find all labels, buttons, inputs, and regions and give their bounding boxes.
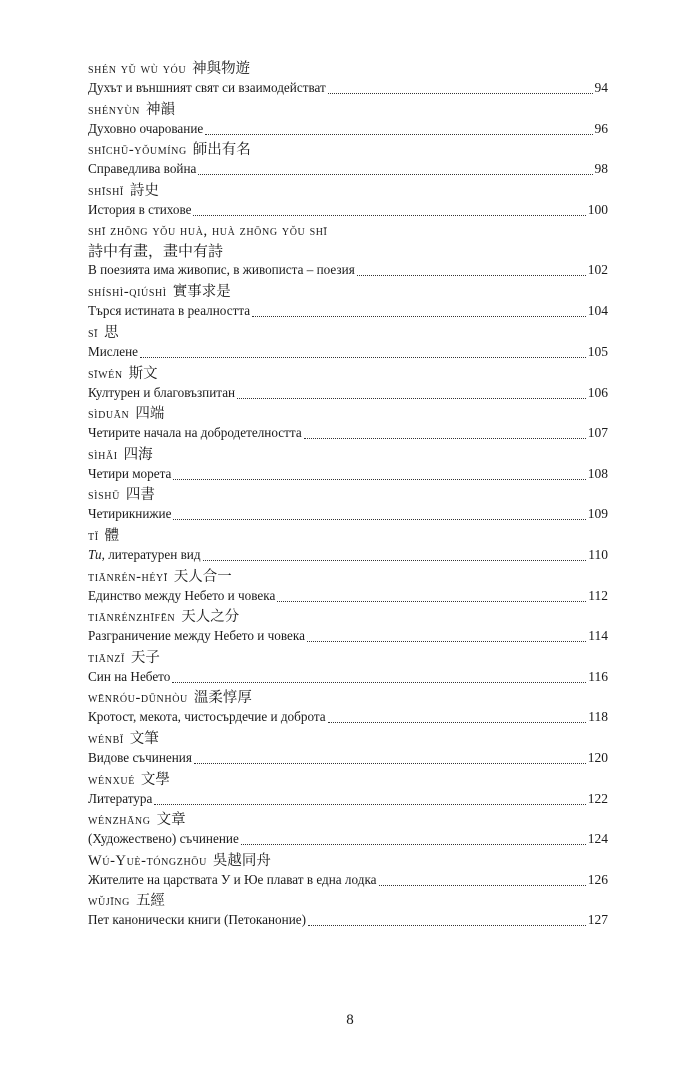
pinyin: shíshì-qiúshì [88,284,167,301]
toc-entry [88,60,608,101]
term-line [88,689,608,708]
dot-leader [379,885,586,886]
title-line [88,302,608,320]
entry-title: Кротост, мекота, чистосърдечие и доброта [88,709,326,725]
page-number: 96 [594,120,608,136]
page-number: 120 [587,749,608,765]
toc-entry [88,689,608,730]
pinyin: wénxué [88,771,135,788]
entry-title: История в стихове [88,201,192,217]
entry-title [88,546,201,564]
toc-entry [88,568,608,609]
dot-leader [198,174,592,175]
pinyin: tiānzǐ [88,649,125,666]
pinyin: wénbǐ [88,730,124,747]
dot-leader [328,93,593,94]
chinese-characters: 四海 [123,446,153,463]
entry-title: Четирикнижие [88,506,172,522]
toc-entry [88,405,608,446]
page-number: 105 [587,343,608,359]
dot-leader [237,398,586,399]
chinese-characters: 詩中有畫，畫中有詩 [88,242,224,261]
pinyin: Wú-Yuè-tóngzhōu [88,852,207,869]
toc-entry [88,446,608,487]
toc-entry [88,141,608,182]
entry-title: Пет канонически книги (Петоканоние) [88,912,306,928]
dot-leader [173,519,585,520]
dot-leader [304,438,586,439]
entry-title: Културен и благовъзпитан [88,384,236,400]
chinese-characters: 溫柔惇厚 [193,690,252,707]
entry-title: Духовно очарование [88,120,204,136]
dot-leader [154,804,585,805]
pinyin: sìshū [88,487,120,504]
entry-title: (Художествено) съчинение [88,831,239,847]
title-line [88,627,608,645]
page-folio-number: 8 [346,1012,354,1028]
term-line [88,141,608,160]
toc-entry [88,527,608,568]
page-number: 127 [587,912,608,928]
chinese-characters: 天人之分 [181,609,240,626]
toc-entry [88,324,608,365]
pinyin: wénzhāng [88,812,151,829]
chinese-characters: 師出有名 [192,142,251,159]
chinese-characters: 四端 [135,406,165,423]
term-line [88,222,608,241]
entry-title: Мислене [88,343,138,359]
entry-title: Литература [88,790,153,806]
title-line [88,911,608,929]
title-line [88,79,608,97]
title-line [88,546,608,564]
title-line [88,384,608,402]
toc-entry [88,222,608,283]
toc-entry [88,771,608,812]
page-number: 122 [587,790,608,806]
chinese-characters: 天人合一 [173,568,232,585]
title-line [88,668,608,686]
title-line [88,708,608,726]
toc-entry [88,182,608,223]
entry-title: Разграничение между Небето и човека [88,628,305,644]
title-line [88,343,608,361]
title-line [88,749,608,767]
page-number: 108 [587,465,608,481]
dot-leader [308,925,586,926]
term-line [88,527,608,546]
page-number: 124 [587,831,608,847]
chinese-characters: 思 [104,324,119,341]
title-line [88,120,608,138]
term-line [88,892,608,911]
entry-title: В поезията има живопис, в живописта – поезия [88,262,355,278]
pinyin: shīshǐ [88,182,124,199]
dot-leader [194,763,586,764]
term-line [88,568,608,587]
term-line [88,101,608,120]
entry-title-rest: , литературен вид [101,546,201,562]
pinyin: sìhǎi [88,446,118,463]
chinese-characters: 四書 [125,487,155,504]
page-number: 114 [588,628,608,644]
page-number: 109 [587,506,608,522]
entry-title: Справедлива война [88,161,197,177]
page-number: 104 [587,303,608,319]
entry-title: Четирите начала на добродетелността [88,425,302,441]
entry-title: Видове съчинения [88,749,192,765]
pinyin: shī zhōng yǒu huà, huà zhōng yǒu shī [88,223,328,240]
page-number: 102 [587,262,608,278]
term-line [88,446,608,465]
term-line [88,608,608,627]
chinese-characters: 文章 [156,812,186,829]
chinese-characters: 詩史 [129,182,159,199]
pinyin: shén yǔ wù yóu [88,61,187,77]
entry-title: Жителите на царствата У и Юе плават в една лодка [88,871,377,887]
title-line [88,871,608,889]
entry-title: Син на Небето [88,668,171,684]
term-line [88,405,608,424]
chinese-characters: 文筆 [129,730,159,747]
chinese-characters: 五經 [135,893,165,910]
dot-leader [357,275,586,276]
term-line [88,730,608,749]
pinyin: sī [88,324,99,341]
toc-entry [88,101,608,142]
term-line [88,649,608,668]
page-number: 126 [587,871,608,887]
page-number: 118 [588,709,608,725]
chinese-characters: 吳越同舟 [212,852,271,869]
page-number: 100 [587,201,608,217]
term-line [88,60,608,79]
dot-leader [140,357,586,358]
dot-leader [193,215,585,216]
title-line [88,465,608,483]
chinese-characters: 神與物遊 [192,61,251,77]
chinese-characters: 體 [104,527,120,544]
title-line [88,201,608,219]
dot-leader [173,479,585,480]
pinyin: wǔjīng [88,893,130,910]
dot-leader [328,722,587,723]
term-line [88,182,608,201]
chinese-characters: 天子 [130,649,160,666]
pinyin: tiānrénzhīfēn [88,609,176,626]
toc-entry [88,283,608,324]
term-line [88,811,608,830]
dot-leader [241,844,586,845]
toc-entry [88,730,608,771]
title-line [88,790,608,808]
page-number: 106 [587,384,608,400]
page-number: 116 [588,668,608,684]
term-line [88,365,608,384]
pinyin: sìduān [88,406,130,423]
entry-title: Търся истината в реалността [88,303,251,319]
term-line [88,283,608,302]
toc-entry [88,811,608,852]
entry-title: Духът и външният свят си взаимодействат [88,80,326,95]
pinyin: shényùn [88,101,140,118]
title-line [88,424,608,442]
dot-leader [172,682,586,683]
table-of-contents [88,60,608,933]
term-line [88,324,608,343]
toc-entry [88,649,608,690]
toc-entry [88,608,608,649]
page-number: 107 [587,425,608,441]
toc-entry [88,365,608,406]
pinyin: shīchū-yǒumíng [88,142,187,159]
title-line [88,587,608,605]
dot-leader [205,134,592,135]
dot-leader [252,316,586,317]
title-line [88,160,608,178]
term-line [88,771,608,790]
page-number: 112 [588,587,608,603]
toc-entry [88,852,608,893]
dot-leader [307,641,586,642]
term-line [88,486,608,505]
toc-entry [88,486,608,527]
chinese-characters: 實事求是 [172,284,231,301]
title-line [88,505,608,523]
pinyin: wēnróu-dūnhòu [88,690,188,707]
chinese-characters: 斯文 [128,365,158,382]
entry-title: Единство между Небето и човека [88,587,276,603]
chinese-characters: 文學 [140,771,170,788]
chinese-characters: 神韻 [145,101,175,118]
toc-entry [88,892,608,933]
entry-title: Четири морета [88,465,172,481]
page-number: 110 [588,546,608,562]
dot-leader [277,601,586,602]
title-line [88,261,608,279]
pinyin: sīwén [88,365,123,382]
entry-title-italic: Ти [88,546,102,562]
pinyin: tiānrén-héyī [88,568,168,585]
term-line [88,852,608,871]
title-line [88,830,608,848]
pinyin: tǐ [88,527,99,544]
dot-leader [203,560,587,561]
page-number: 94 [594,80,608,95]
page-number: 98 [594,161,608,177]
